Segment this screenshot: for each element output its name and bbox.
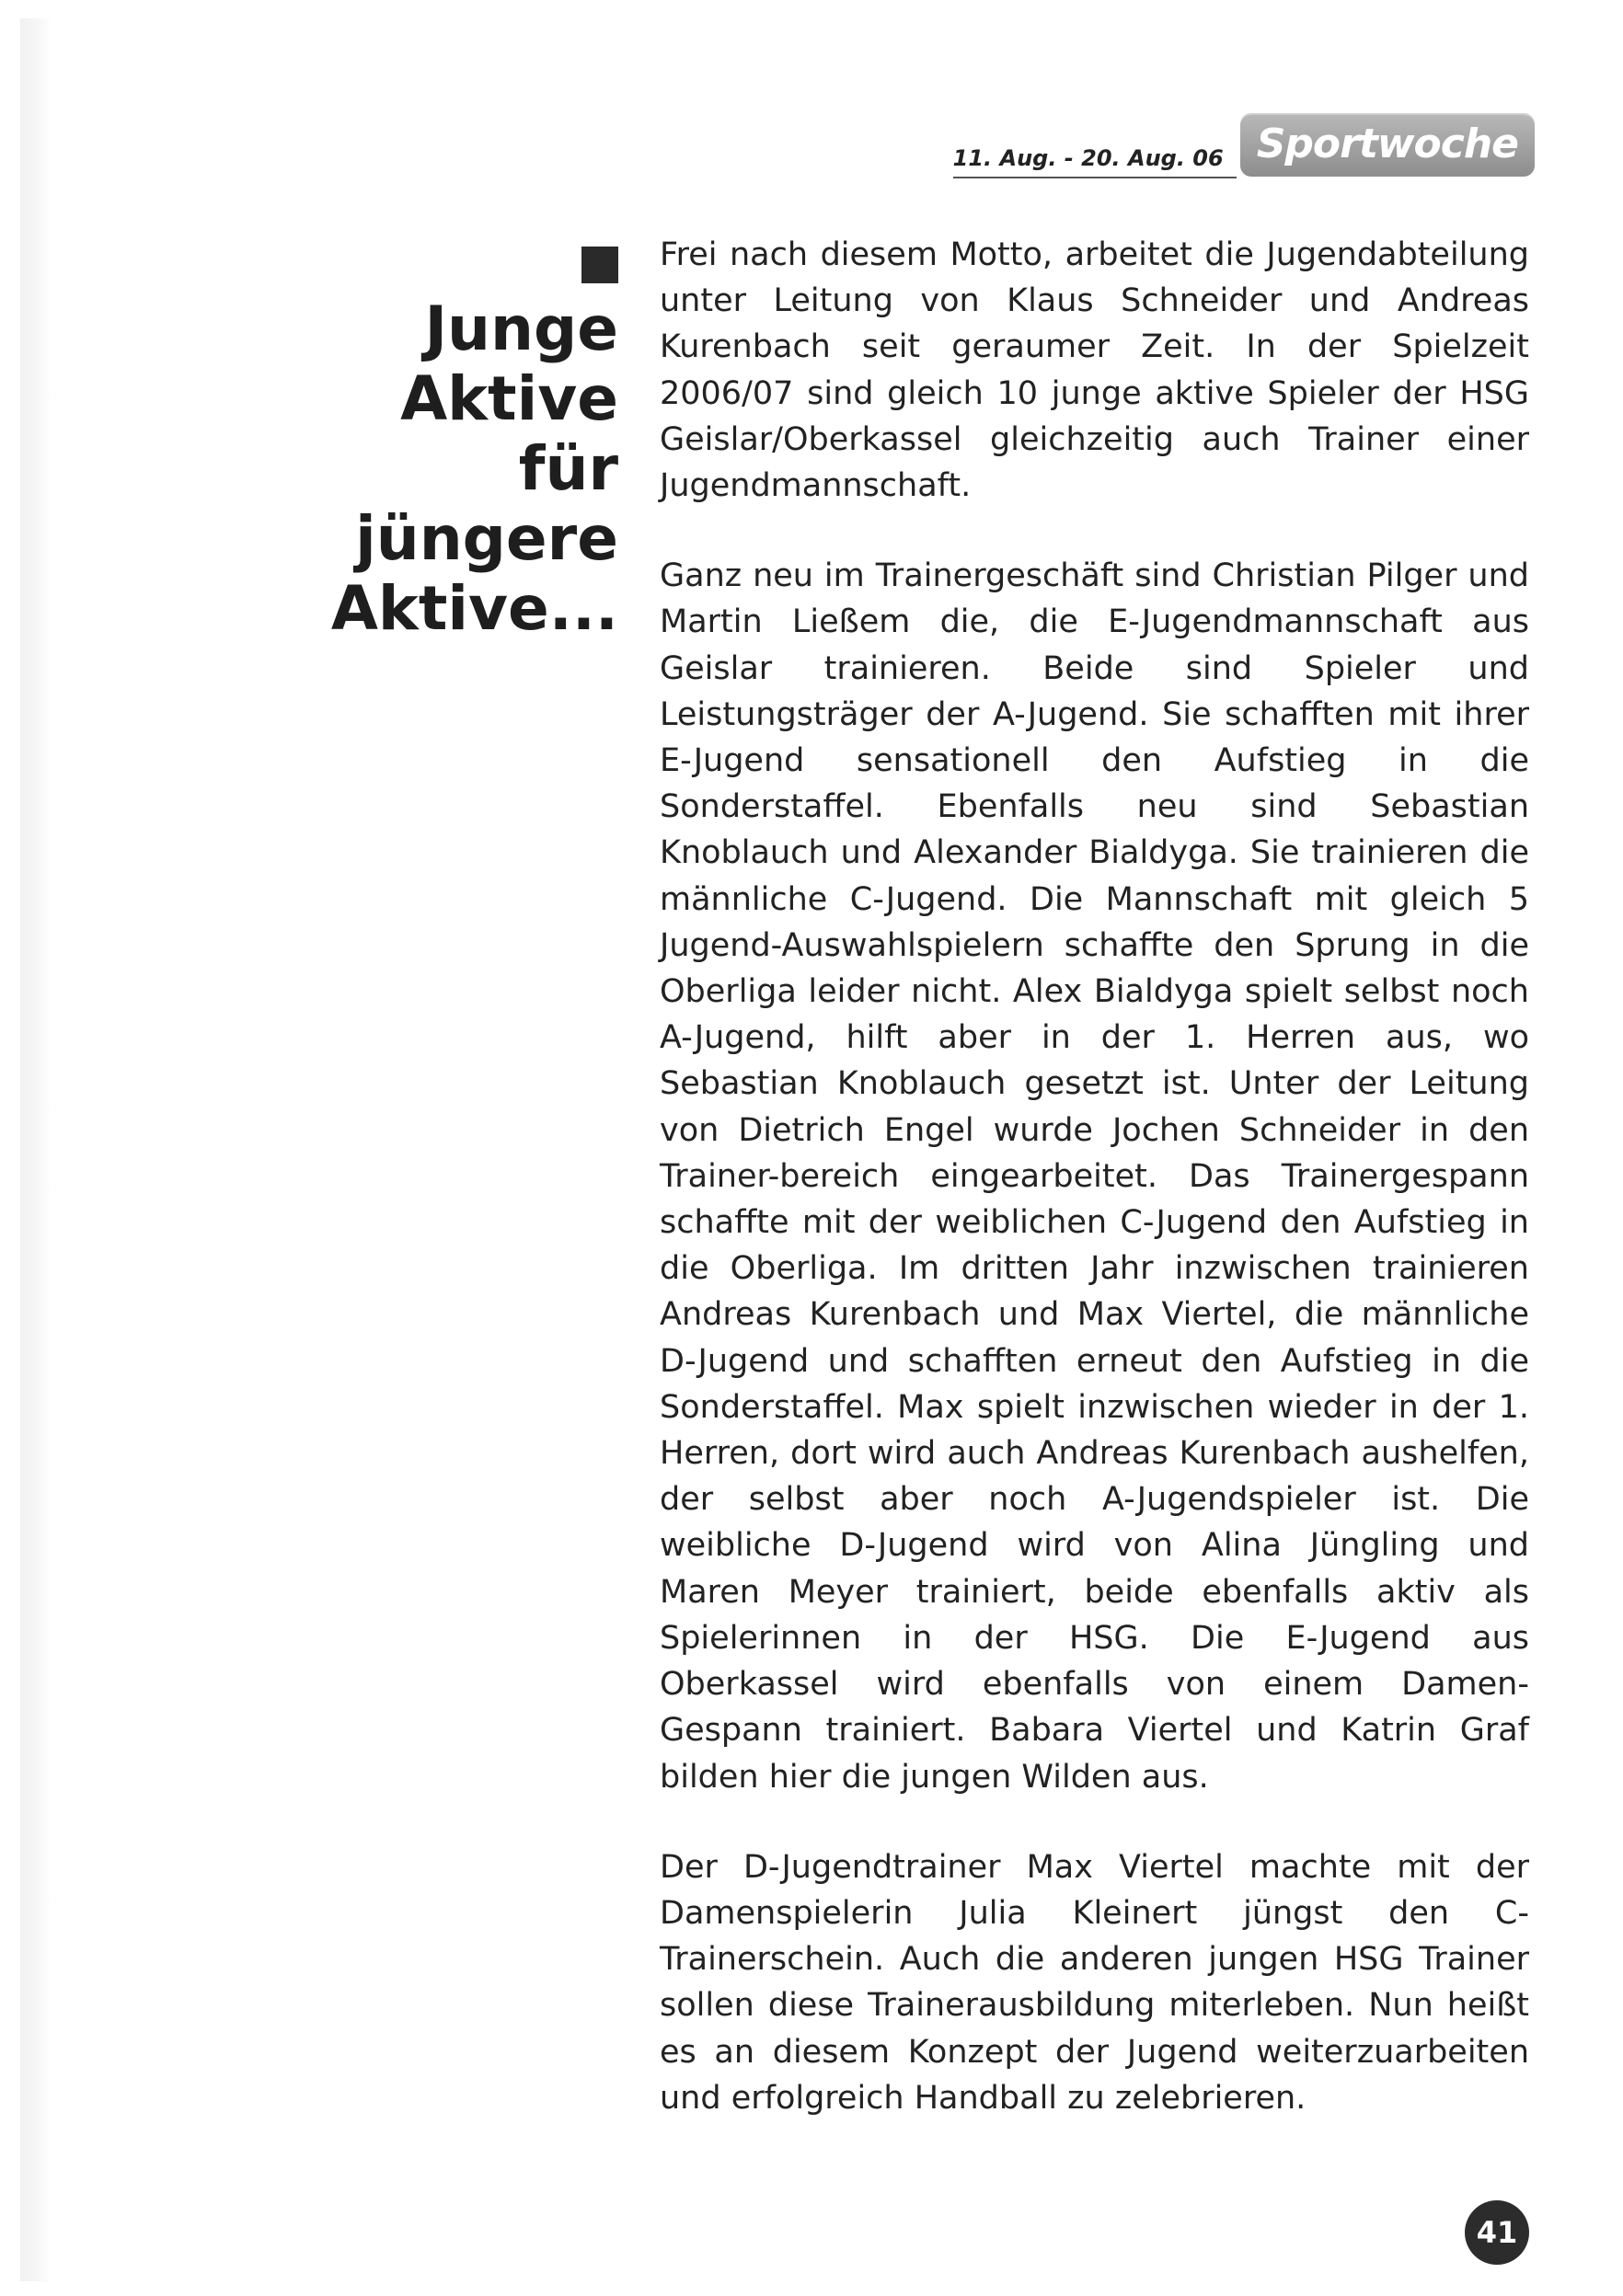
issue-date-range: 11. Aug. - 20. Aug. 06 <box>953 145 1237 178</box>
headline-line: jüngere <box>355 503 618 574</box>
article-headline <box>331 294 618 644</box>
section-marker-square <box>581 247 618 283</box>
sportwoche-logo: Sportwoche <box>1240 113 1535 177</box>
headline-line: Junge <box>424 293 618 364</box>
page-header <box>953 110 1535 178</box>
article-paragraph: Der D-Jugendtrainer Max Viertel machte mit der Damenspielerin Julia Kleinert jüngst den C-Trainerschein. Auch die anderen jungen HSG Trainer sollen diese Trainerausbildung miterleben. Nun heißt es an diesem Konzept der Jugend weiterzuarbeiten und erfolgreich Handball zu zelebrieren. <box>660 1848 1529 2117</box>
article-paragraph: Ganz neu im Trainergeschäft sind Christian Pilger und Martin Ließem die, die E-Jugendmannschaft aus Geislar trainieren. Beide sind Spieler und Leistungsträger der A-Jugend. Sie schafften mit ihrer E-Jugend sensationell den Aufstieg in die Sonderstaffel. Ebenfalls neu sind Sebastian Knoblauch und Alexander Bialdyga. Sie trainieren die männliche C-Jugend. Die Mannschaft mit gleich 5 Jugend-Auswahlspielern schaffte den Sprung in die Oberliga leider nicht. Alex Bialdyga spielt selbst noch A-Jugend, hilft aber in der 1. Herren aus, wo Sebastian Knoblauch gesetzt ist. Unter der Leitung von Dietrich Engel wurde Jochen Schneider in den Trainer-bereich eingearbeitet. Das Trainergespann schaffte mit der weiblichen C-Jugend den Aufstieg in die Oberliga. Im dritten Jahr inzwischen trainieren Andreas Kurenbach und Max Viertel, die männliche D-Jugend und schafften erneut den Aufstieg in die Sonderstaffel. Max spielt inzwischen wieder in der 1. Herren, dort wird auch Andreas Kurenbach aushelfen, der selbst aber noch A-Jugendspieler ist. Die weibliche D-Jugend wird von Alina Jüngling und Maren Meyer trainiert, beide ebenfalls aktiv als Spielerinnen in der HSG. Die E-Jugend aus Oberkassel wird ebenfalls von einem Damen-Gespann trainiert. Babara Viertel und Katrin Graf bilden hier die jungen Wilden aus. <box>660 557 1529 1796</box>
scan-edge <box>20 18 52 2281</box>
headline-line: für <box>518 433 618 504</box>
article-body <box>660 232 1529 2165</box>
page-number-badge: 41 <box>1465 2200 1529 2265</box>
headline-line: Aktive... <box>330 573 618 644</box>
article-paragraph: Frei nach diesem Motto, arbeitet die Jugendabteilung unter Leitung von Klaus Schneider und Andreas Kurenbach seit geraumer Zeit. In der Spielzeit 2006/07 sind gleich 10 junge aktive Spieler der HSG Geislar/Oberkassel gleichzeitig auch Trainer einer Jugendmannschaft. <box>660 236 1529 505</box>
headline-line: Aktive <box>400 363 618 434</box>
